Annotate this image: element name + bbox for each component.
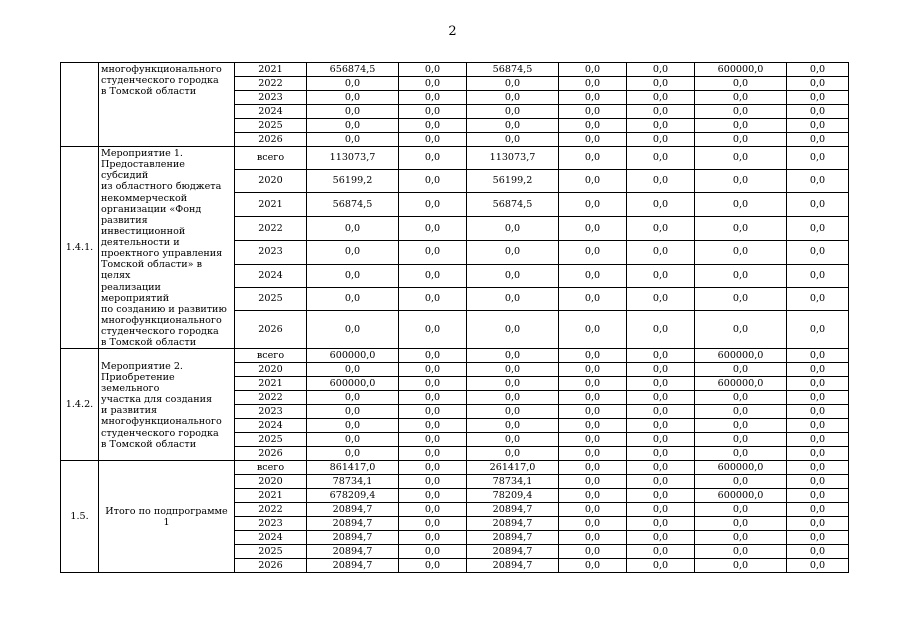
extrabudget-cell: 0,0 bbox=[695, 133, 787, 147]
funds-cell: 0,0 bbox=[627, 391, 695, 405]
item-name-line: студенческого городка bbox=[101, 326, 219, 337]
total-cell: 20894,7 bbox=[307, 503, 399, 517]
year-cell: всего bbox=[235, 461, 307, 475]
year-cell: 2020 bbox=[235, 363, 307, 377]
federal-cell: 0,0 bbox=[399, 419, 467, 433]
total-cell: 0,0 bbox=[307, 264, 399, 287]
local-cell: 0,0 bbox=[559, 545, 627, 559]
other-cell: 0,0 bbox=[787, 193, 849, 217]
year-cell: 2022 bbox=[235, 391, 307, 405]
extrabudget-cell: 0,0 bbox=[695, 193, 787, 217]
extrabudget-cell: 0,0 bbox=[695, 559, 787, 573]
local-cell: 0,0 bbox=[559, 310, 627, 348]
regional-cell: 0,0 bbox=[467, 447, 559, 461]
extrabudget-cell: 0,0 bbox=[695, 531, 787, 545]
item-name-line: реализации мероприятий bbox=[101, 281, 170, 304]
federal-cell: 0,0 bbox=[399, 170, 467, 193]
item-number: 1.4.2. bbox=[61, 349, 99, 461]
federal-cell: 0,0 bbox=[399, 63, 467, 77]
total-cell: 0,0 bbox=[307, 77, 399, 91]
extrabudget-cell: 0,0 bbox=[695, 217, 787, 240]
regional-cell: 20894,7 bbox=[467, 545, 559, 559]
year-cell: 2023 bbox=[235, 517, 307, 531]
other-cell: 0,0 bbox=[787, 349, 849, 363]
year-cell: 2023 bbox=[235, 405, 307, 419]
funds-cell: 0,0 bbox=[627, 77, 695, 91]
extrabudget-cell: 0,0 bbox=[695, 363, 787, 377]
federal-cell: 0,0 bbox=[399, 77, 467, 91]
item-number: 1.5. bbox=[61, 461, 99, 573]
item-name-line: Предоставление субсидий bbox=[101, 159, 185, 182]
item-name-line: многофункционального bbox=[101, 64, 222, 75]
extrabudget-cell: 0,0 bbox=[695, 391, 787, 405]
local-cell: 0,0 bbox=[559, 63, 627, 77]
year-cell: 2021 bbox=[235, 377, 307, 391]
extrabudget-cell: 600000,0 bbox=[695, 377, 787, 391]
local-cell: 0,0 bbox=[559, 391, 627, 405]
extrabudget-cell: 0,0 bbox=[695, 147, 787, 170]
local-cell: 0,0 bbox=[559, 264, 627, 287]
total-cell: 0,0 bbox=[307, 310, 399, 348]
total-cell: 0,0 bbox=[307, 91, 399, 105]
total-cell: 0,0 bbox=[307, 405, 399, 419]
item-name-line: Томской области» в целях bbox=[101, 259, 202, 282]
other-cell: 0,0 bbox=[787, 310, 849, 348]
budget-table bbox=[60, 62, 849, 573]
total-cell: 56199,2 bbox=[307, 170, 399, 193]
local-cell: 0,0 bbox=[559, 287, 627, 310]
item-name-line: Мероприятие 1. bbox=[101, 148, 183, 159]
federal-cell: 0,0 bbox=[399, 489, 467, 503]
funds-cell: 0,0 bbox=[627, 119, 695, 133]
other-cell: 0,0 bbox=[787, 419, 849, 433]
funds-cell: 0,0 bbox=[627, 363, 695, 377]
regional-cell: 78734,1 bbox=[467, 475, 559, 489]
regional-cell: 261417,0 bbox=[467, 461, 559, 475]
other-cell: 0,0 bbox=[787, 170, 849, 193]
year-cell: 2021 bbox=[235, 63, 307, 77]
funds-cell: 0,0 bbox=[627, 531, 695, 545]
year-cell: 2020 bbox=[235, 170, 307, 193]
other-cell: 0,0 bbox=[787, 147, 849, 170]
local-cell: 0,0 bbox=[559, 170, 627, 193]
local-cell: 0,0 bbox=[559, 217, 627, 240]
total-cell: 861417,0 bbox=[307, 461, 399, 475]
federal-cell: 0,0 bbox=[399, 105, 467, 119]
local-cell: 0,0 bbox=[559, 419, 627, 433]
regional-cell: 78209,4 bbox=[467, 489, 559, 503]
item-name bbox=[99, 147, 235, 349]
other-cell: 0,0 bbox=[787, 447, 849, 461]
regional-cell: 0,0 bbox=[467, 363, 559, 377]
federal-cell: 0,0 bbox=[399, 405, 467, 419]
extrabudget-cell: 0,0 bbox=[695, 475, 787, 489]
year-cell: 2025 bbox=[235, 433, 307, 447]
funds-cell: 0,0 bbox=[627, 559, 695, 573]
extrabudget-cell: 0,0 bbox=[695, 447, 787, 461]
regional-cell: 0,0 bbox=[467, 349, 559, 363]
other-cell: 0,0 bbox=[787, 240, 849, 264]
item-number: 1.4.1. bbox=[61, 147, 99, 349]
extrabudget-cell: 0,0 bbox=[695, 419, 787, 433]
regional-cell: 56199,2 bbox=[467, 170, 559, 193]
year-cell: 2025 bbox=[235, 287, 307, 310]
federal-cell: 0,0 bbox=[399, 531, 467, 545]
other-cell: 0,0 bbox=[787, 63, 849, 77]
extrabudget-cell: 0,0 bbox=[695, 310, 787, 348]
other-cell: 0,0 bbox=[787, 461, 849, 475]
regional-cell: 20894,7 bbox=[467, 517, 559, 531]
table-row bbox=[61, 349, 849, 363]
extrabudget-cell: 0,0 bbox=[695, 91, 787, 105]
federal-cell: 0,0 bbox=[399, 503, 467, 517]
federal-cell: 0,0 bbox=[399, 91, 467, 105]
regional-cell: 113073,7 bbox=[467, 147, 559, 170]
federal-cell: 0,0 bbox=[399, 517, 467, 531]
year-cell: 2022 bbox=[235, 77, 307, 91]
federal-cell: 0,0 bbox=[399, 433, 467, 447]
funds-cell: 0,0 bbox=[627, 287, 695, 310]
funds-cell: 0,0 bbox=[627, 489, 695, 503]
total-cell: 0,0 bbox=[307, 119, 399, 133]
item-name-line: деятельности и bbox=[101, 237, 180, 248]
other-cell: 0,0 bbox=[787, 531, 849, 545]
item-name bbox=[99, 349, 235, 461]
federal-cell: 0,0 bbox=[399, 461, 467, 475]
local-cell: 0,0 bbox=[559, 240, 627, 264]
extrabudget-cell: 0,0 bbox=[695, 264, 787, 287]
funds-cell: 0,0 bbox=[627, 419, 695, 433]
extrabudget-cell: 600000,0 bbox=[695, 63, 787, 77]
total-cell: 600000,0 bbox=[307, 349, 399, 363]
year-cell: 2023 bbox=[235, 240, 307, 264]
other-cell: 0,0 bbox=[787, 475, 849, 489]
federal-cell: 0,0 bbox=[399, 545, 467, 559]
item-name-line: в Томской области bbox=[101, 337, 197, 349]
funds-cell: 0,0 bbox=[627, 349, 695, 363]
item-name-line: Итого по подпрограмме 1 bbox=[105, 506, 228, 529]
year-cell: 2021 bbox=[235, 489, 307, 503]
total-cell: 20894,7 bbox=[307, 545, 399, 559]
year-cell: 2024 bbox=[235, 264, 307, 287]
other-cell: 0,0 bbox=[787, 503, 849, 517]
regional-cell: 0,0 bbox=[467, 91, 559, 105]
federal-cell: 0,0 bbox=[399, 147, 467, 170]
funds-cell: 0,0 bbox=[627, 447, 695, 461]
regional-cell: 0,0 bbox=[467, 391, 559, 405]
local-cell: 0,0 bbox=[559, 133, 627, 147]
local-cell: 0,0 bbox=[559, 119, 627, 133]
total-cell: 0,0 bbox=[307, 419, 399, 433]
other-cell: 0,0 bbox=[787, 363, 849, 377]
other-cell: 0,0 bbox=[787, 217, 849, 240]
item-name-line: многофункционального bbox=[101, 416, 222, 428]
other-cell: 0,0 bbox=[787, 77, 849, 91]
local-cell: 0,0 bbox=[559, 91, 627, 105]
regional-cell: 56874,5 bbox=[467, 63, 559, 77]
extrabudget-cell: 0,0 bbox=[695, 170, 787, 193]
regional-cell: 0,0 bbox=[467, 133, 559, 147]
local-cell: 0,0 bbox=[559, 405, 627, 419]
other-cell: 0,0 bbox=[787, 377, 849, 391]
total-cell: 0,0 bbox=[307, 391, 399, 405]
item-name-line: в Томской области bbox=[101, 438, 197, 450]
federal-cell: 0,0 bbox=[399, 475, 467, 489]
year-cell: 2026 bbox=[235, 310, 307, 348]
funds-cell: 0,0 bbox=[627, 133, 695, 147]
regional-cell: 0,0 bbox=[467, 217, 559, 240]
funds-cell: 0,0 bbox=[627, 503, 695, 517]
item-name bbox=[99, 63, 235, 147]
total-cell: 20894,7 bbox=[307, 517, 399, 531]
total-cell: 0,0 bbox=[307, 133, 399, 147]
regional-cell: 0,0 bbox=[467, 105, 559, 119]
other-cell: 0,0 bbox=[787, 119, 849, 133]
federal-cell: 0,0 bbox=[399, 217, 467, 240]
total-cell: 0,0 bbox=[307, 433, 399, 447]
funds-cell: 0,0 bbox=[627, 405, 695, 419]
regional-cell: 0,0 bbox=[467, 119, 559, 133]
year-cell: 2025 bbox=[235, 545, 307, 559]
total-cell: 20894,7 bbox=[307, 559, 399, 573]
other-cell: 0,0 bbox=[787, 105, 849, 119]
local-cell: 0,0 bbox=[559, 489, 627, 503]
regional-cell: 56874,5 bbox=[467, 193, 559, 217]
total-cell: 0,0 bbox=[307, 105, 399, 119]
table-row bbox=[61, 63, 849, 77]
year-cell: всего bbox=[235, 349, 307, 363]
year-cell: 2022 bbox=[235, 217, 307, 240]
regional-cell: 0,0 bbox=[467, 240, 559, 264]
total-cell: 20894,7 bbox=[307, 531, 399, 545]
total-cell: 113073,7 bbox=[307, 147, 399, 170]
year-cell: 2026 bbox=[235, 559, 307, 573]
funds-cell: 0,0 bbox=[627, 377, 695, 391]
extrabudget-cell: 0,0 bbox=[695, 545, 787, 559]
item-name-line: некоммерческой bbox=[101, 192, 188, 204]
local-cell: 0,0 bbox=[559, 349, 627, 363]
funds-cell: 0,0 bbox=[627, 475, 695, 489]
local-cell: 0,0 bbox=[559, 433, 627, 447]
other-cell: 0,0 bbox=[787, 489, 849, 503]
local-cell: 0,0 bbox=[559, 531, 627, 545]
year-cell: 2026 bbox=[235, 133, 307, 147]
year-cell: 2023 bbox=[235, 91, 307, 105]
total-cell: 656874,5 bbox=[307, 63, 399, 77]
year-cell: 2020 bbox=[235, 475, 307, 489]
regional-cell: 0,0 bbox=[467, 405, 559, 419]
regional-cell: 0,0 bbox=[467, 264, 559, 287]
extrabudget-cell: 0,0 bbox=[695, 240, 787, 264]
regional-cell: 20894,7 bbox=[467, 559, 559, 573]
item-name-line: студенческого городка bbox=[101, 427, 219, 439]
extrabudget-cell: 0,0 bbox=[695, 433, 787, 447]
total-cell: 0,0 bbox=[307, 447, 399, 461]
federal-cell: 0,0 bbox=[399, 193, 467, 217]
funds-cell: 0,0 bbox=[627, 217, 695, 240]
item-name-line: участка для создания bbox=[101, 394, 213, 406]
regional-cell: 0,0 bbox=[467, 310, 559, 348]
local-cell: 0,0 bbox=[559, 517, 627, 531]
local-cell: 0,0 bbox=[559, 193, 627, 217]
funds-cell: 0,0 bbox=[627, 545, 695, 559]
regional-cell: 0,0 bbox=[467, 287, 559, 310]
item-name bbox=[99, 461, 235, 573]
regional-cell: 0,0 bbox=[467, 77, 559, 91]
other-cell: 0,0 bbox=[787, 264, 849, 287]
local-cell: 0,0 bbox=[559, 77, 627, 91]
funds-cell: 0,0 bbox=[627, 517, 695, 531]
total-cell: 0,0 bbox=[307, 240, 399, 264]
year-cell: всего bbox=[235, 147, 307, 170]
local-cell: 0,0 bbox=[559, 363, 627, 377]
federal-cell: 0,0 bbox=[399, 310, 467, 348]
year-cell: 2024 bbox=[235, 531, 307, 545]
extrabudget-cell: 0,0 bbox=[695, 517, 787, 531]
table-row bbox=[61, 147, 849, 170]
extrabudget-cell: 0,0 bbox=[695, 405, 787, 419]
regional-cell: 20894,7 bbox=[467, 503, 559, 517]
local-cell: 0,0 bbox=[559, 559, 627, 573]
item-name-line: организации «Фонд bbox=[101, 203, 202, 215]
regional-cell: 0,0 bbox=[467, 433, 559, 447]
item-number bbox=[61, 63, 99, 147]
item-name-line: студенческого городка bbox=[101, 75, 219, 87]
federal-cell: 0,0 bbox=[399, 119, 467, 133]
federal-cell: 0,0 bbox=[399, 287, 467, 310]
total-cell: 678209,4 bbox=[307, 489, 399, 503]
funds-cell: 0,0 bbox=[627, 310, 695, 348]
extrabudget-cell: 0,0 bbox=[695, 105, 787, 119]
page-number: 2 bbox=[448, 24, 457, 39]
other-cell: 0,0 bbox=[787, 287, 849, 310]
total-cell: 0,0 bbox=[307, 217, 399, 240]
item-name-line: многофункционального bbox=[101, 314, 222, 326]
extrabudget-cell: 0,0 bbox=[695, 287, 787, 310]
regional-cell: 0,0 bbox=[467, 377, 559, 391]
federal-cell: 0,0 bbox=[399, 559, 467, 573]
other-cell: 0,0 bbox=[787, 405, 849, 419]
federal-cell: 0,0 bbox=[399, 391, 467, 405]
funds-cell: 0,0 bbox=[627, 91, 695, 105]
year-cell: 2021 bbox=[235, 193, 307, 217]
year-cell: 2025 bbox=[235, 119, 307, 133]
federal-cell: 0,0 bbox=[399, 363, 467, 377]
item-name-line: Мероприятие 2. bbox=[101, 360, 183, 372]
other-cell: 0,0 bbox=[787, 391, 849, 405]
year-cell: 2026 bbox=[235, 447, 307, 461]
federal-cell: 0,0 bbox=[399, 377, 467, 391]
total-cell: 0,0 bbox=[307, 363, 399, 377]
local-cell: 0,0 bbox=[559, 461, 627, 475]
local-cell: 0,0 bbox=[559, 475, 627, 489]
local-cell: 0,0 bbox=[559, 503, 627, 517]
item-name-line: Приобретение земельного bbox=[101, 371, 175, 394]
funds-cell: 0,0 bbox=[627, 147, 695, 170]
federal-cell: 0,0 bbox=[399, 447, 467, 461]
funds-cell: 0,0 bbox=[627, 264, 695, 287]
funds-cell: 0,0 bbox=[627, 63, 695, 77]
funds-cell: 0,0 bbox=[627, 105, 695, 119]
item-name-line: проектного управления bbox=[101, 248, 223, 260]
regional-cell: 0,0 bbox=[467, 419, 559, 433]
extrabudget-cell: 0,0 bbox=[695, 119, 787, 133]
funds-cell: 0,0 bbox=[627, 193, 695, 217]
other-cell: 0,0 bbox=[787, 559, 849, 573]
item-name-line: из областного бюджета bbox=[101, 181, 222, 193]
extrabudget-cell: 600000,0 bbox=[695, 349, 787, 363]
other-cell: 0,0 bbox=[787, 433, 849, 447]
total-cell: 78734,1 bbox=[307, 475, 399, 489]
total-cell: 0,0 bbox=[307, 287, 399, 310]
item-name-line: в Томской области bbox=[101, 86, 197, 98]
item-name-line: и развития bbox=[101, 405, 158, 417]
year-cell: 2024 bbox=[235, 105, 307, 119]
item-name-line: развития инвестиционной bbox=[101, 214, 186, 237]
funds-cell: 0,0 bbox=[627, 240, 695, 264]
funds-cell: 0,0 bbox=[627, 461, 695, 475]
table-row bbox=[61, 461, 849, 475]
federal-cell: 0,0 bbox=[399, 349, 467, 363]
local-cell: 0,0 bbox=[559, 447, 627, 461]
funds-cell: 0,0 bbox=[627, 433, 695, 447]
year-cell: 2022 bbox=[235, 503, 307, 517]
local-cell: 0,0 bbox=[559, 105, 627, 119]
other-cell: 0,0 bbox=[787, 517, 849, 531]
other-cell: 0,0 bbox=[787, 91, 849, 105]
year-cell: 2024 bbox=[235, 419, 307, 433]
other-cell: 0,0 bbox=[787, 133, 849, 147]
federal-cell: 0,0 bbox=[399, 240, 467, 264]
total-cell: 600000,0 bbox=[307, 377, 399, 391]
funds-cell: 0,0 bbox=[627, 170, 695, 193]
extrabudget-cell: 0,0 bbox=[695, 77, 787, 91]
item-name-line: по созданию и развитию bbox=[101, 303, 227, 315]
extrabudget-cell: 0,0 bbox=[695, 503, 787, 517]
other-cell: 0,0 bbox=[787, 545, 849, 559]
local-cell: 0,0 bbox=[559, 147, 627, 170]
local-cell: 0,0 bbox=[559, 377, 627, 391]
federal-cell: 0,0 bbox=[399, 264, 467, 287]
extrabudget-cell: 600000,0 bbox=[695, 489, 787, 503]
regional-cell: 20894,7 bbox=[467, 531, 559, 545]
extrabudget-cell: 600000,0 bbox=[695, 461, 787, 475]
total-cell: 56874,5 bbox=[307, 193, 399, 217]
federal-cell: 0,0 bbox=[399, 133, 467, 147]
